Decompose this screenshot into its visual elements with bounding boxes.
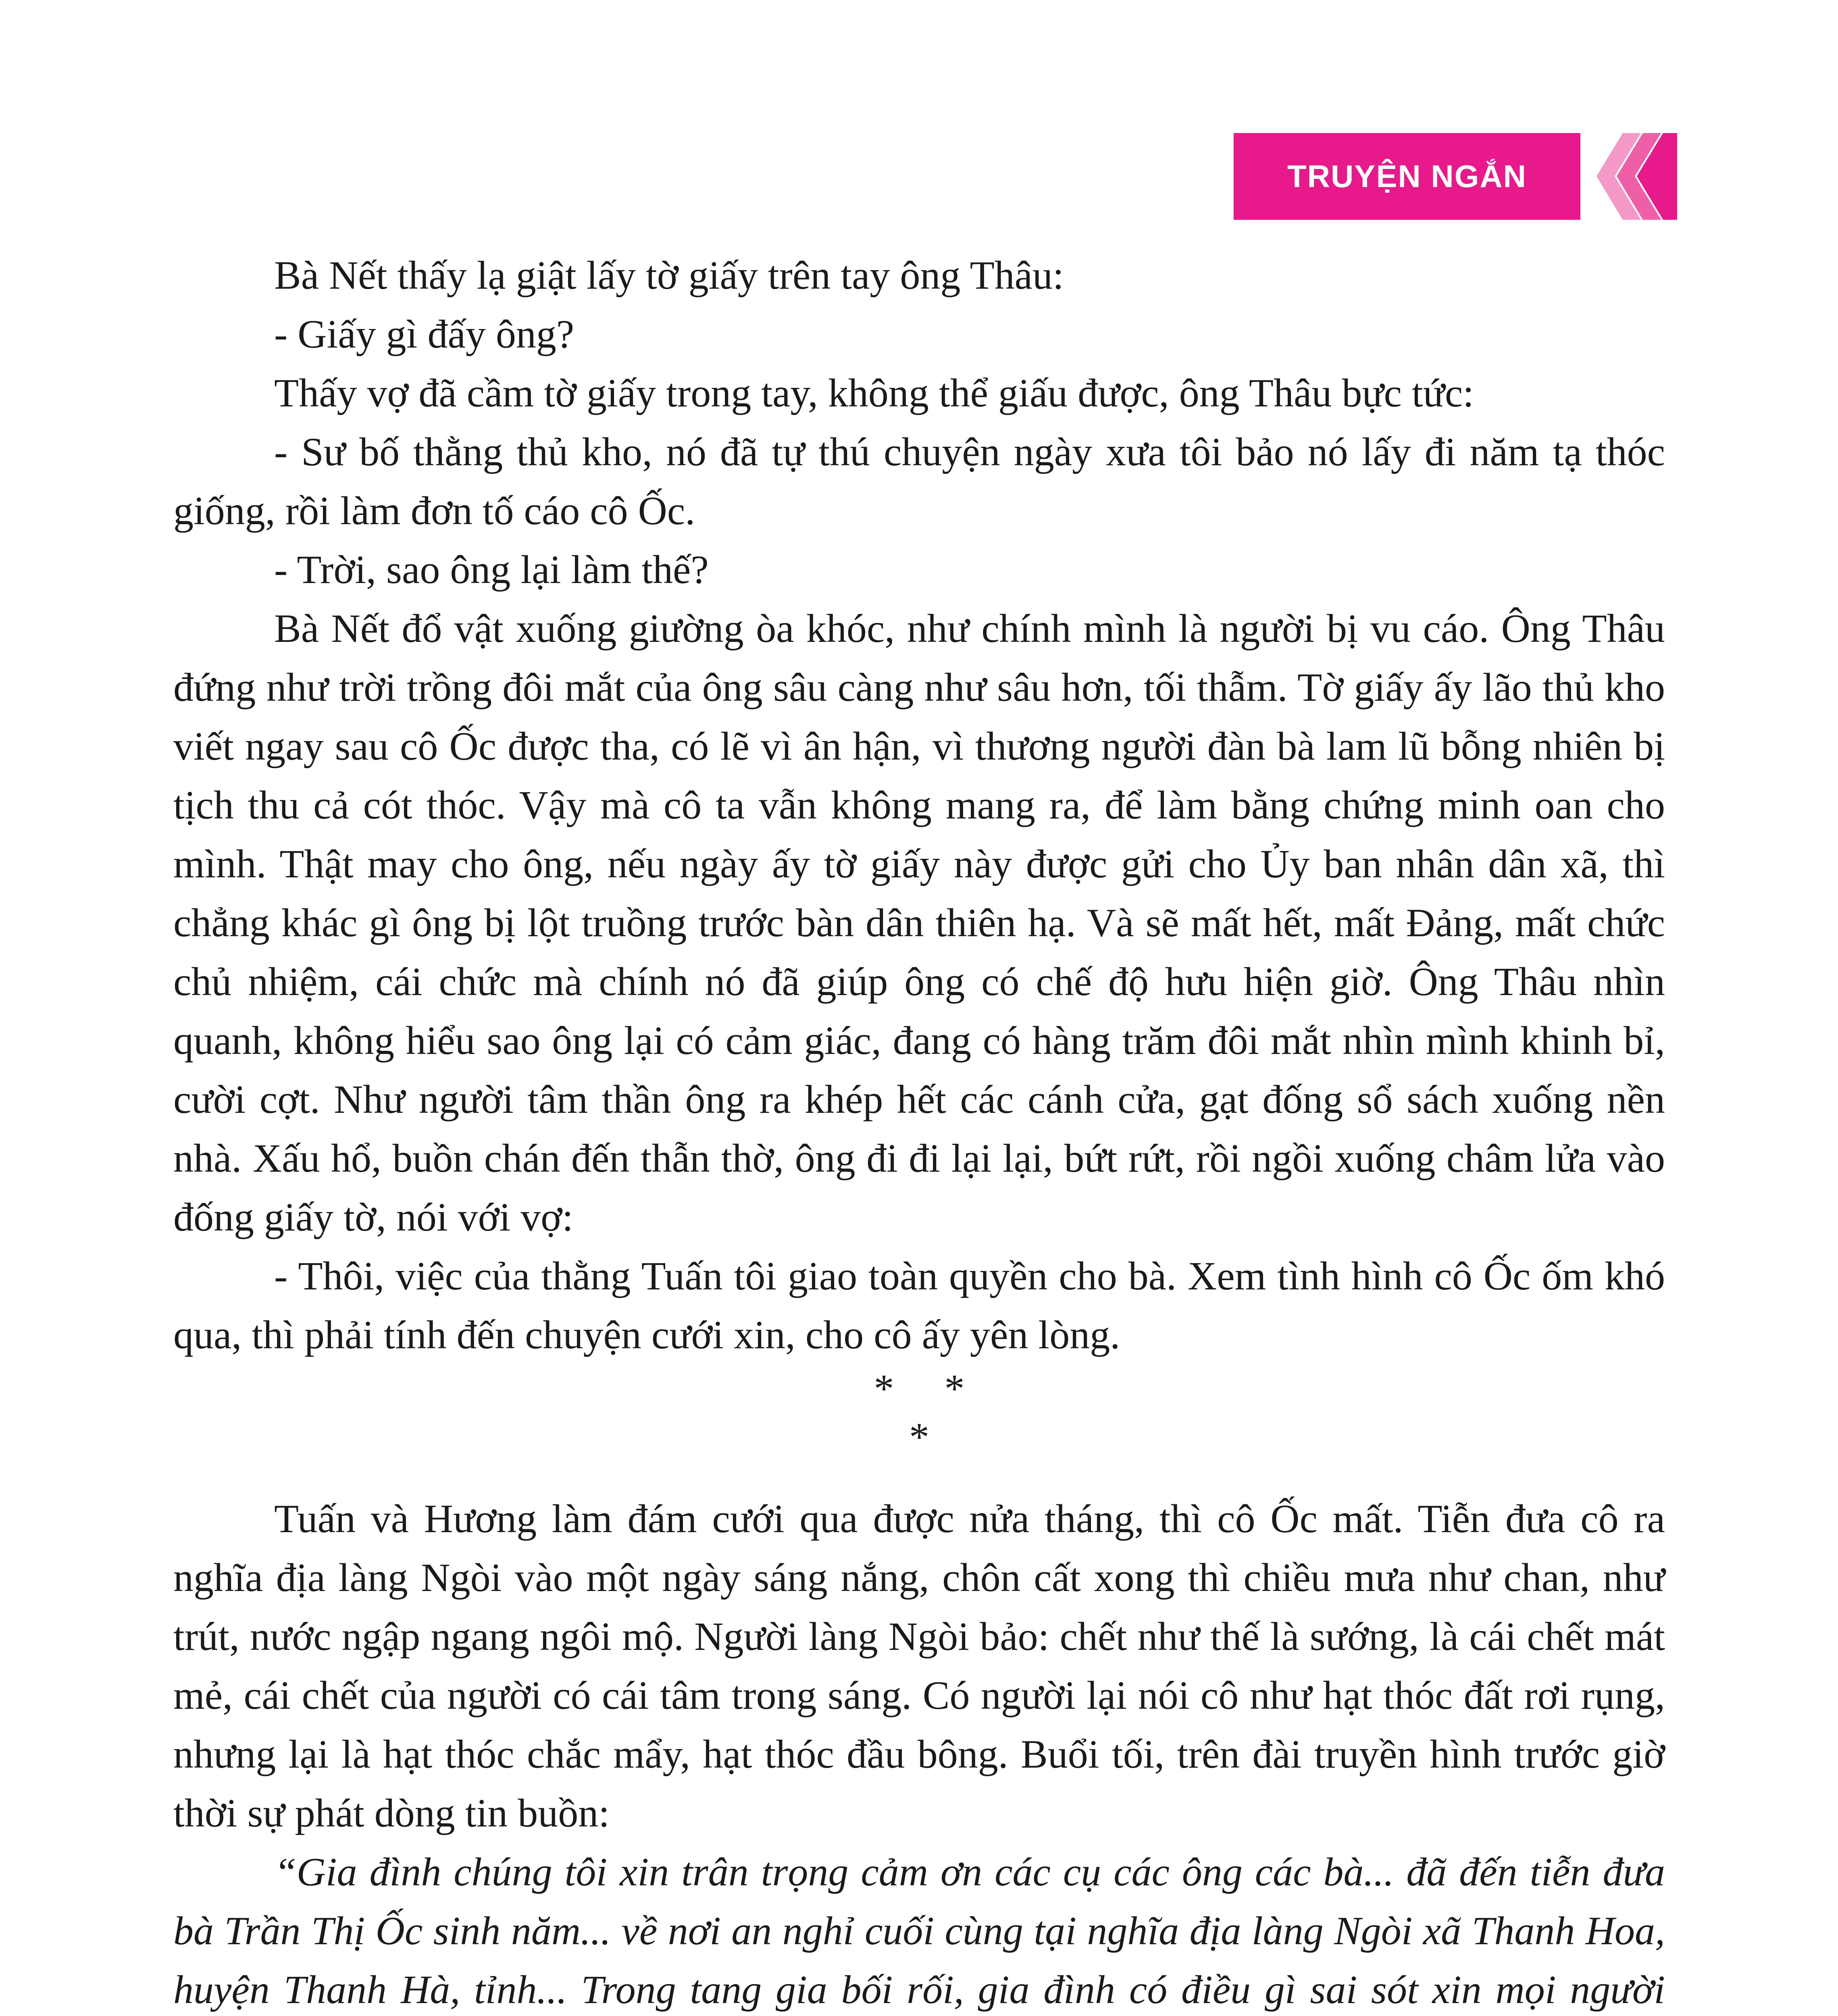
quote-paragraph: “Gia đình chúng tôi xin trân trọng cảm ơn các cụ các ông các bà... đã đến tiễn đưa bà Trần Thị Ốc sinh năm... về nơi an nghỉ cuối cùng tại nghĩa địa làng Ngòi xã Thanh Hoa, huyện Thanh Hà, tỉnh... Trong tang gia bối rối, gia đình có điều gì sai sót xin mọi người (173, 1849, 1665, 2012)
paragraph: - Trời, sao ông lại làm thế? (274, 547, 709, 592)
paragraph: - Thôi, việc của thằng Tuấn tôi giao toàn quyền cho bà. Xem tình hình cô Ốc ốm khó qua, thì phải tính đến chuyện cưới xin, cho cô ấy yên lòng. (173, 1254, 1665, 1357)
paragraph: Bà Nết đổ vật xuống giường òa khóc, như chính mình là người bị vu cáo. Ông Thâu đứng như trời trồng đôi mắt của ông sâu càng như sâu hơn, tối thẫm. Tờ giấy ấy lão thủ kho viết ngay sau cô Ốc được tha, có lẽ vì ân hận, vì thương người đàn bà lam lũ bỗng nhiên bị tịch thu cả cót thóc. Vậy mà cô ta vẫn không mang ra, để làm bằng chứng minh oan cho mình. Thật may cho ông, nếu ngày ấy tờ giấy này được gửi cho Ủy ban nhân dân xã, thì chẳng khác gì ông bị lột truồng trước bàn dân thiên hạ. Và sẽ mất hết, mất Đảng, mất chức chủ nhiệm, cái chức mà chính nó đã giúp ông có chế độ hưu hiện giờ. Ông Thâu nhìn quanh, không hiểu sao ông lại có cảm giác, đang có hàng trăm đôi mắt nhìn mình khinh bỉ, cười cợt. Như người tâm thần ông ra khép hết các cánh cửa, gạt đống sổ sách xuống nền nhà. Xấu hổ, buồn chán đến thẫn thờ, ông đi đi lại lại, bứt rứt, rồi ngồi xuống châm lửa vào đống giấy tờ, nói với vợ: (173, 606, 1665, 1239)
paragraph: Thấy vợ đã cầm tờ giấy trong tay, không thể giấu được, ông Thâu bực tức: (274, 371, 1474, 415)
separator-line: * * (874, 1366, 965, 1411)
chevron-decoration-icon (1584, 133, 1677, 220)
separator-line: * (909, 1414, 929, 1459)
section-tag: TRUYỆN NGẮN (1234, 133, 1580, 220)
article-body (173, 246, 1665, 2016)
paragraph: Tuấn và Hương làm đám cưới qua được nửa tháng, thì cô Ốc mất. Tiễn đưa cô ra nghĩa địa làng Ngòi vào một ngày sáng nắng, chôn cất xong thì chiều mưa như chan, như trút, nước ngập ngang ngôi mộ. Người làng Ngòi bảo: chết như thế là sướng, là cái chết mát mẻ, cái chết của người có cái tâm trong sáng. Có người lại nói cô như hạt thóc đất rơi rụng, nhưng lại là hạt thóc chắc mẩy, hạt thóc đầu bông. Buổi tối, trên đài truyền hình trước giờ thời sự phát dòng tin buồn: (173, 1496, 1665, 1835)
section-separator (173, 1364, 1665, 1461)
paragraph: Bà Nết thấy lạ giật lấy tờ giấy trên tay ông Thâu: (274, 253, 1064, 298)
paragraph: - Sư bố thằng thủ kho, nó đã tự thú chuyện ngày xưa tôi bảo nó lấy đi năm tạ thóc giống, rồi làm đơn tố cáo cô Ốc. (173, 429, 1665, 533)
paragraph: - Giấy gì đấy ông? (274, 312, 575, 356)
